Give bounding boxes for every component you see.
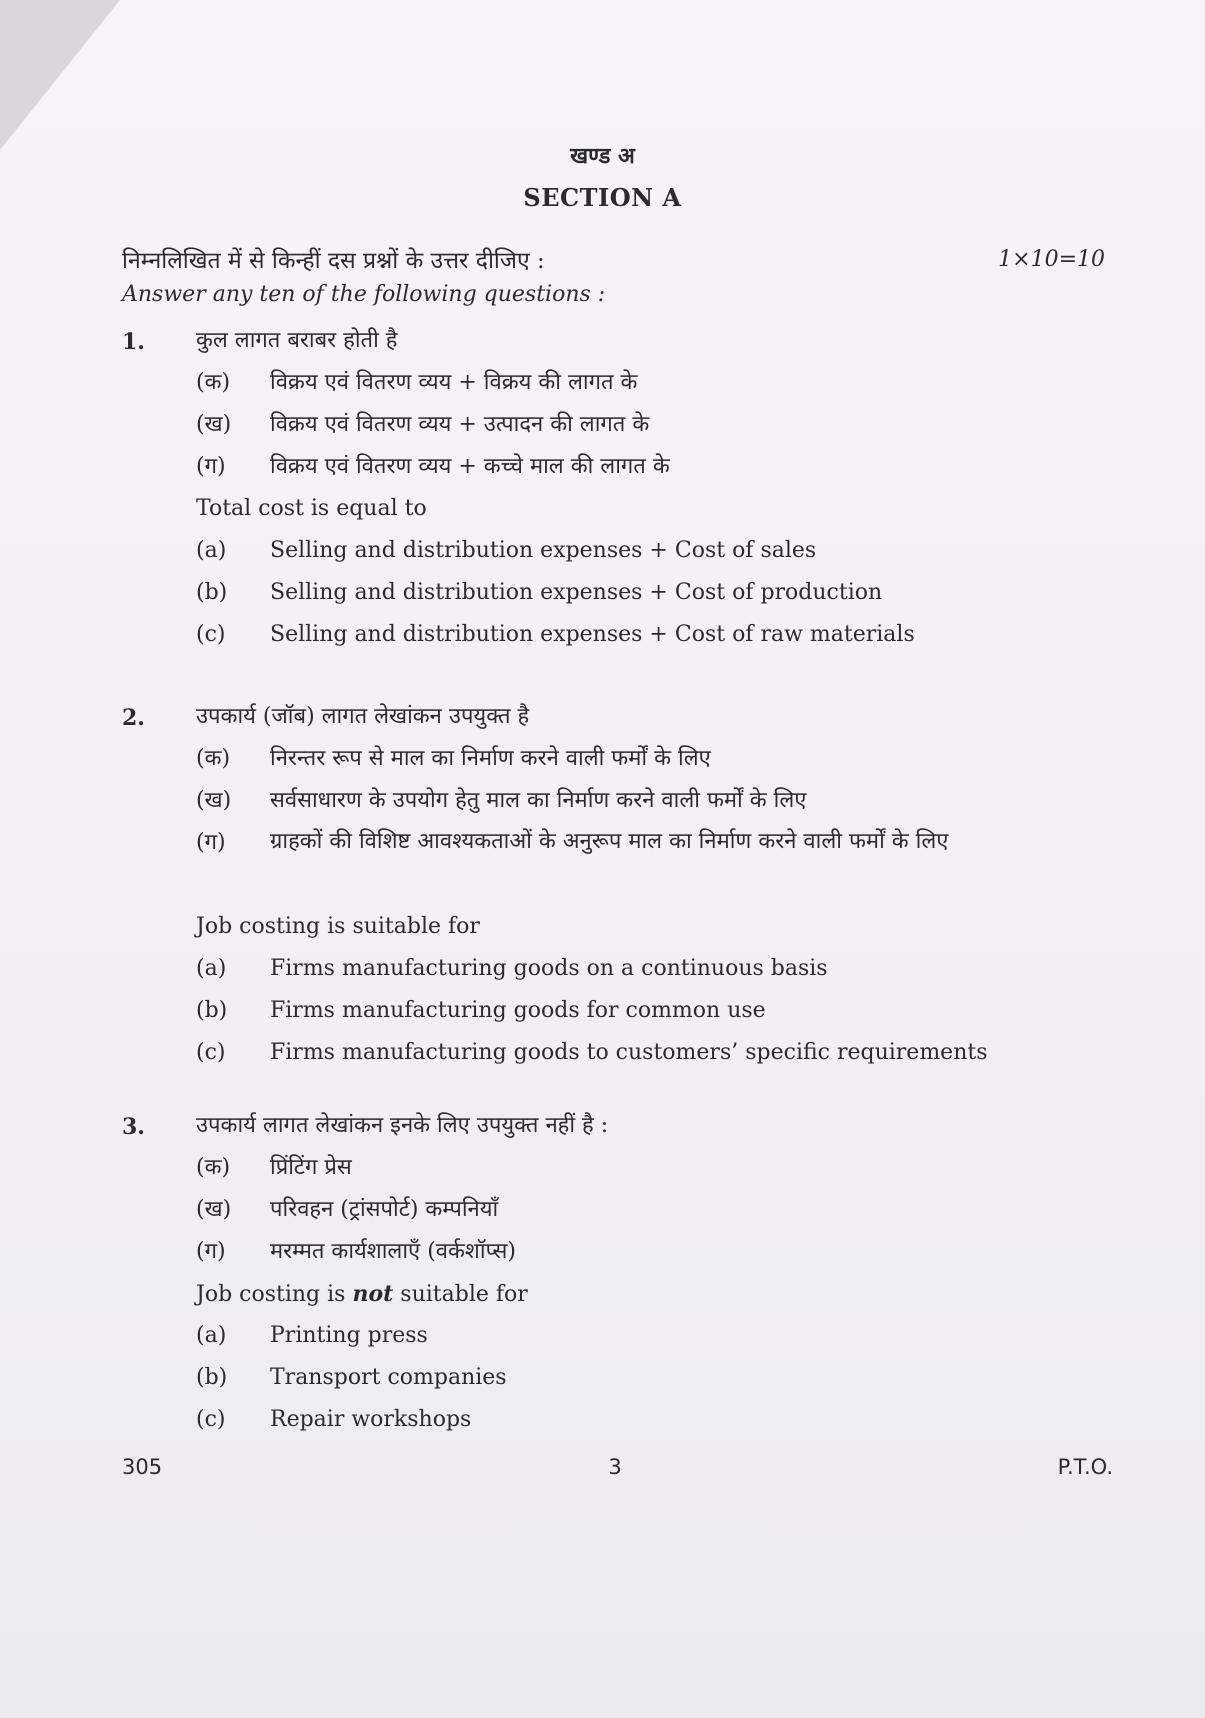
question-text-hindi: कुल लागत बराबर होती है — [196, 328, 398, 353]
question-number: 3. — [122, 1114, 145, 1140]
question-text-english: Total cost is equal to — [196, 496, 427, 521]
option-hindi-ka — [196, 738, 1076, 780]
option-text: विक्रय एवं वितरण व्यय + उत्पादन की लागत के — [270, 412, 650, 437]
section-heading-hindi: खण्ड अ — [570, 143, 635, 169]
option-label: (ख) — [196, 788, 232, 813]
option-text: Firms manufacturing goods on a continuous basis — [270, 956, 828, 981]
text-fragment: Job costing is — [196, 1282, 346, 1307]
question-number: 1. — [122, 329, 145, 355]
option-label: (a) — [196, 956, 227, 981]
option-label: (ख) — [196, 412, 232, 437]
option-label: (b) — [196, 580, 228, 605]
option-text: परिवहन (ट्रांसपोर्ट) कम्पनियाँ — [270, 1197, 499, 1222]
option-text: विक्रय एवं वितरण व्यय + विक्रय की लागत के — [270, 370, 638, 395]
option-label: (b) — [196, 998, 228, 1023]
option-label: (क) — [196, 746, 231, 771]
option-label: (c) — [196, 622, 226, 647]
please-turn-over: P.T.O. — [1057, 1455, 1113, 1479]
marks-allocation: 1×10=10 — [998, 247, 1105, 272]
option-label: (ख) — [196, 1197, 232, 1222]
option-english-c — [196, 1399, 1076, 1441]
option-english-b — [196, 990, 1076, 1032]
question-text-hindi: उपकार्य लागत लेखांकन इनके लिए उपयुक्त नहीं है : — [196, 1113, 609, 1138]
option-hindi-ga — [196, 446, 1076, 488]
option-hindi-kha — [196, 780, 1076, 822]
option-label: (c) — [196, 1407, 226, 1432]
option-label: (a) — [196, 1323, 227, 1348]
question-text-english: Job costing is suitable for — [196, 914, 480, 939]
option-english-b — [196, 572, 1076, 614]
emphasis-not: not — [352, 1281, 394, 1307]
option-english-b — [196, 1357, 1076, 1399]
option-text: Selling and distribution expenses + Cost of production — [270, 580, 883, 605]
option-english-c — [196, 1032, 1076, 1074]
question-body — [196, 320, 1076, 656]
question-text-hindi: उपकार्य (जॉब) लागत लेखांकन उपयुक्त है — [196, 704, 530, 729]
option-text: Transport companies — [270, 1365, 507, 1390]
option-text: ग्राहकों की विशिष्ट आवश्यकताओं के अनुरूप माल का निर्माण करने वाली फर्मों के लिए — [270, 829, 949, 854]
option-text: प्रिंटिंग प्रेस — [270, 1155, 352, 1180]
option-english-a — [196, 948, 1076, 990]
option-text: Firms manufacturing goods to customers’ specific requirements — [270, 1040, 988, 1065]
option-label: (ग) — [196, 454, 226, 479]
option-hindi-ka — [196, 1147, 1076, 1189]
option-hindi-ga — [196, 822, 1076, 906]
option-text: मरम्मत कार्यशालाएँ (वर्कशॉप्स) — [270, 1239, 516, 1264]
option-english-c — [196, 614, 1076, 656]
instruction-hindi: निम्नलिखित में से किन्हीं दस प्रश्नों के उत्तर दीजिए : — [122, 248, 545, 274]
question-body — [196, 696, 1076, 1074]
instruction-english: Answer any ten of the following questions : — [122, 282, 606, 307]
option-text: निरन्तर रूप से माल का निर्माण करने वाली फर्मों के लिए — [270, 746, 711, 771]
option-label: (ग) — [196, 830, 226, 855]
option-english-a — [196, 530, 1076, 572]
option-text: Selling and distribution expenses + Cost of raw materials — [270, 622, 915, 647]
page-corner-fold — [0, 0, 120, 150]
option-label: (b) — [196, 1365, 228, 1390]
option-hindi-ga — [196, 1231, 1076, 1273]
option-text: Firms manufacturing goods for common use — [270, 998, 766, 1023]
page-number: 3 — [608, 1455, 622, 1479]
option-hindi-kha — [196, 1189, 1076, 1231]
question-number: 2. — [122, 705, 145, 731]
option-text: Selling and distribution expenses + Cost of sales — [270, 538, 817, 563]
option-text: Repair workshops — [270, 1407, 472, 1432]
option-text: सर्वसाधारण के उपयोग हेतु माल का निर्माण करने वाली फर्मों के लिए — [270, 788, 807, 813]
option-hindi-ka — [196, 362, 1076, 404]
paper-code: 305 — [122, 1455, 163, 1479]
option-label: (a) — [196, 538, 227, 563]
option-label: (क) — [196, 1155, 231, 1180]
section-heading: SECTION A — [523, 183, 682, 212]
option-label: (ग) — [196, 1239, 226, 1264]
option-text: Printing press — [270, 1323, 428, 1348]
option-text: विक्रय एवं वितरण व्यय + कच्चे माल की लागत के — [270, 454, 670, 479]
option-hindi-kha — [196, 404, 1076, 446]
option-label: (क) — [196, 370, 231, 395]
question-body — [196, 1105, 1076, 1441]
question-text-english — [196, 1273, 1076, 1315]
option-english-a — [196, 1315, 1076, 1357]
option-label: (c) — [196, 1040, 226, 1065]
text-fragment: suitable for — [400, 1282, 528, 1307]
